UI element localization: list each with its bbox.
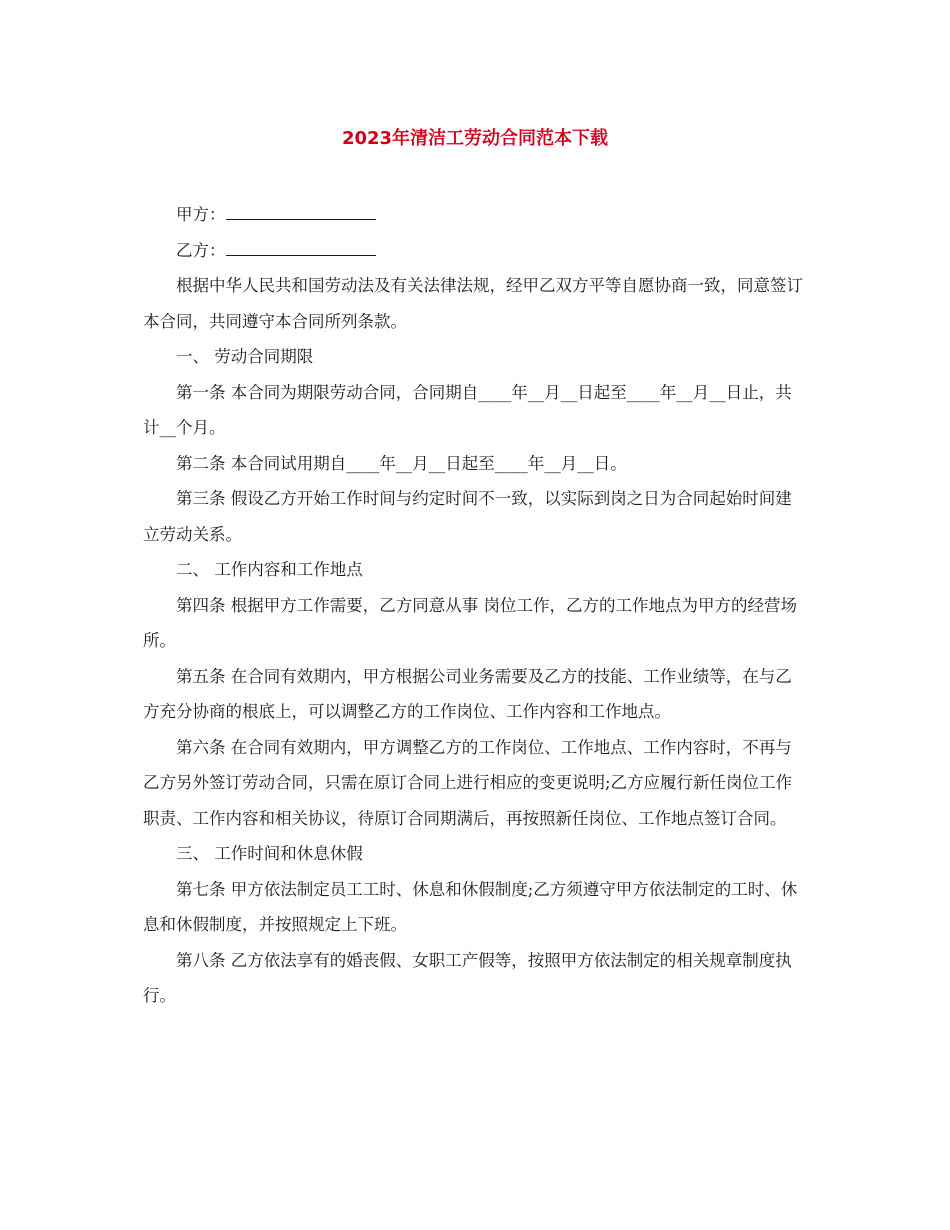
article-paragraph: 第三条 假设乙方开始工作时间与约定时间不一致，以实际到岗之日为合同起始时间建立劳动关系。 [143,489,792,544]
preamble-paragraph: 根据中华人民共和国劳动法及有关法律法规，经甲乙双方平等自愿协商一致，同意签订本合同，共同遵守本合同所列条款。 [143,276,803,331]
party-a-line: 甲方： [143,197,803,233]
section-heading: 三、 工作时间和休息休假 [176,844,363,863]
party-b-line: 乙方： [143,233,803,269]
article-paragraph: 第五条 在合同有效期内，甲方根据公司业务需要及乙方的技能、工作业绩等，在与乙方充分协商的根底上，可以调整乙方的工作岗位、工作内容和工作地点。 [143,666,792,721]
document-body [143,197,803,1014]
document-title: 2023年清洁工劳动合同范本下载 [341,128,609,149]
party-a-blank[interactable] [226,199,376,220]
article-paragraph: 第七条 甲方依法制定员工工时、休息和休假制度;乙方须遵守甲方依法制定的工时、休息和休假制度，并按照规定上下班。 [143,879,798,934]
article-paragraph: 第四条 根据甲方工作需要，乙方同意从事 岗位工作，乙方的工作地点为甲方的经营场所。 [143,595,797,650]
article-paragraph: 第二条 本合同试用期自____年__月__日起至____年__月__日。 [176,453,627,473]
section-heading: 二、 工作内容和工作地点 [176,560,363,579]
article-paragraph: 第六条 在合同有效期内，甲方调整乙方的工作岗位、工作地点、工作内容时，不再与乙方另外签订劳动合同，只需在原订合同上进行相应的变更说明;乙方应履行新任岗位工作职责、工作内容和相关协议，待原订合同期满后，再按照新任岗位、工作地点签订合同。 [143,737,793,828]
article-paragraph: 第八条 乙方依法享有的婚丧假、女职工产假等，按照甲方依法制定的相关规章制度执行。 [143,950,792,1005]
article-paragraph: 第一条 本合同为期限劳动合同，合同期自____年__月__日起至____年__月__日止，共计__个月。 [143,382,792,437]
section-heading: 一、 劳动合同期限 [176,347,314,366]
party-b-blank[interactable] [226,235,376,256]
